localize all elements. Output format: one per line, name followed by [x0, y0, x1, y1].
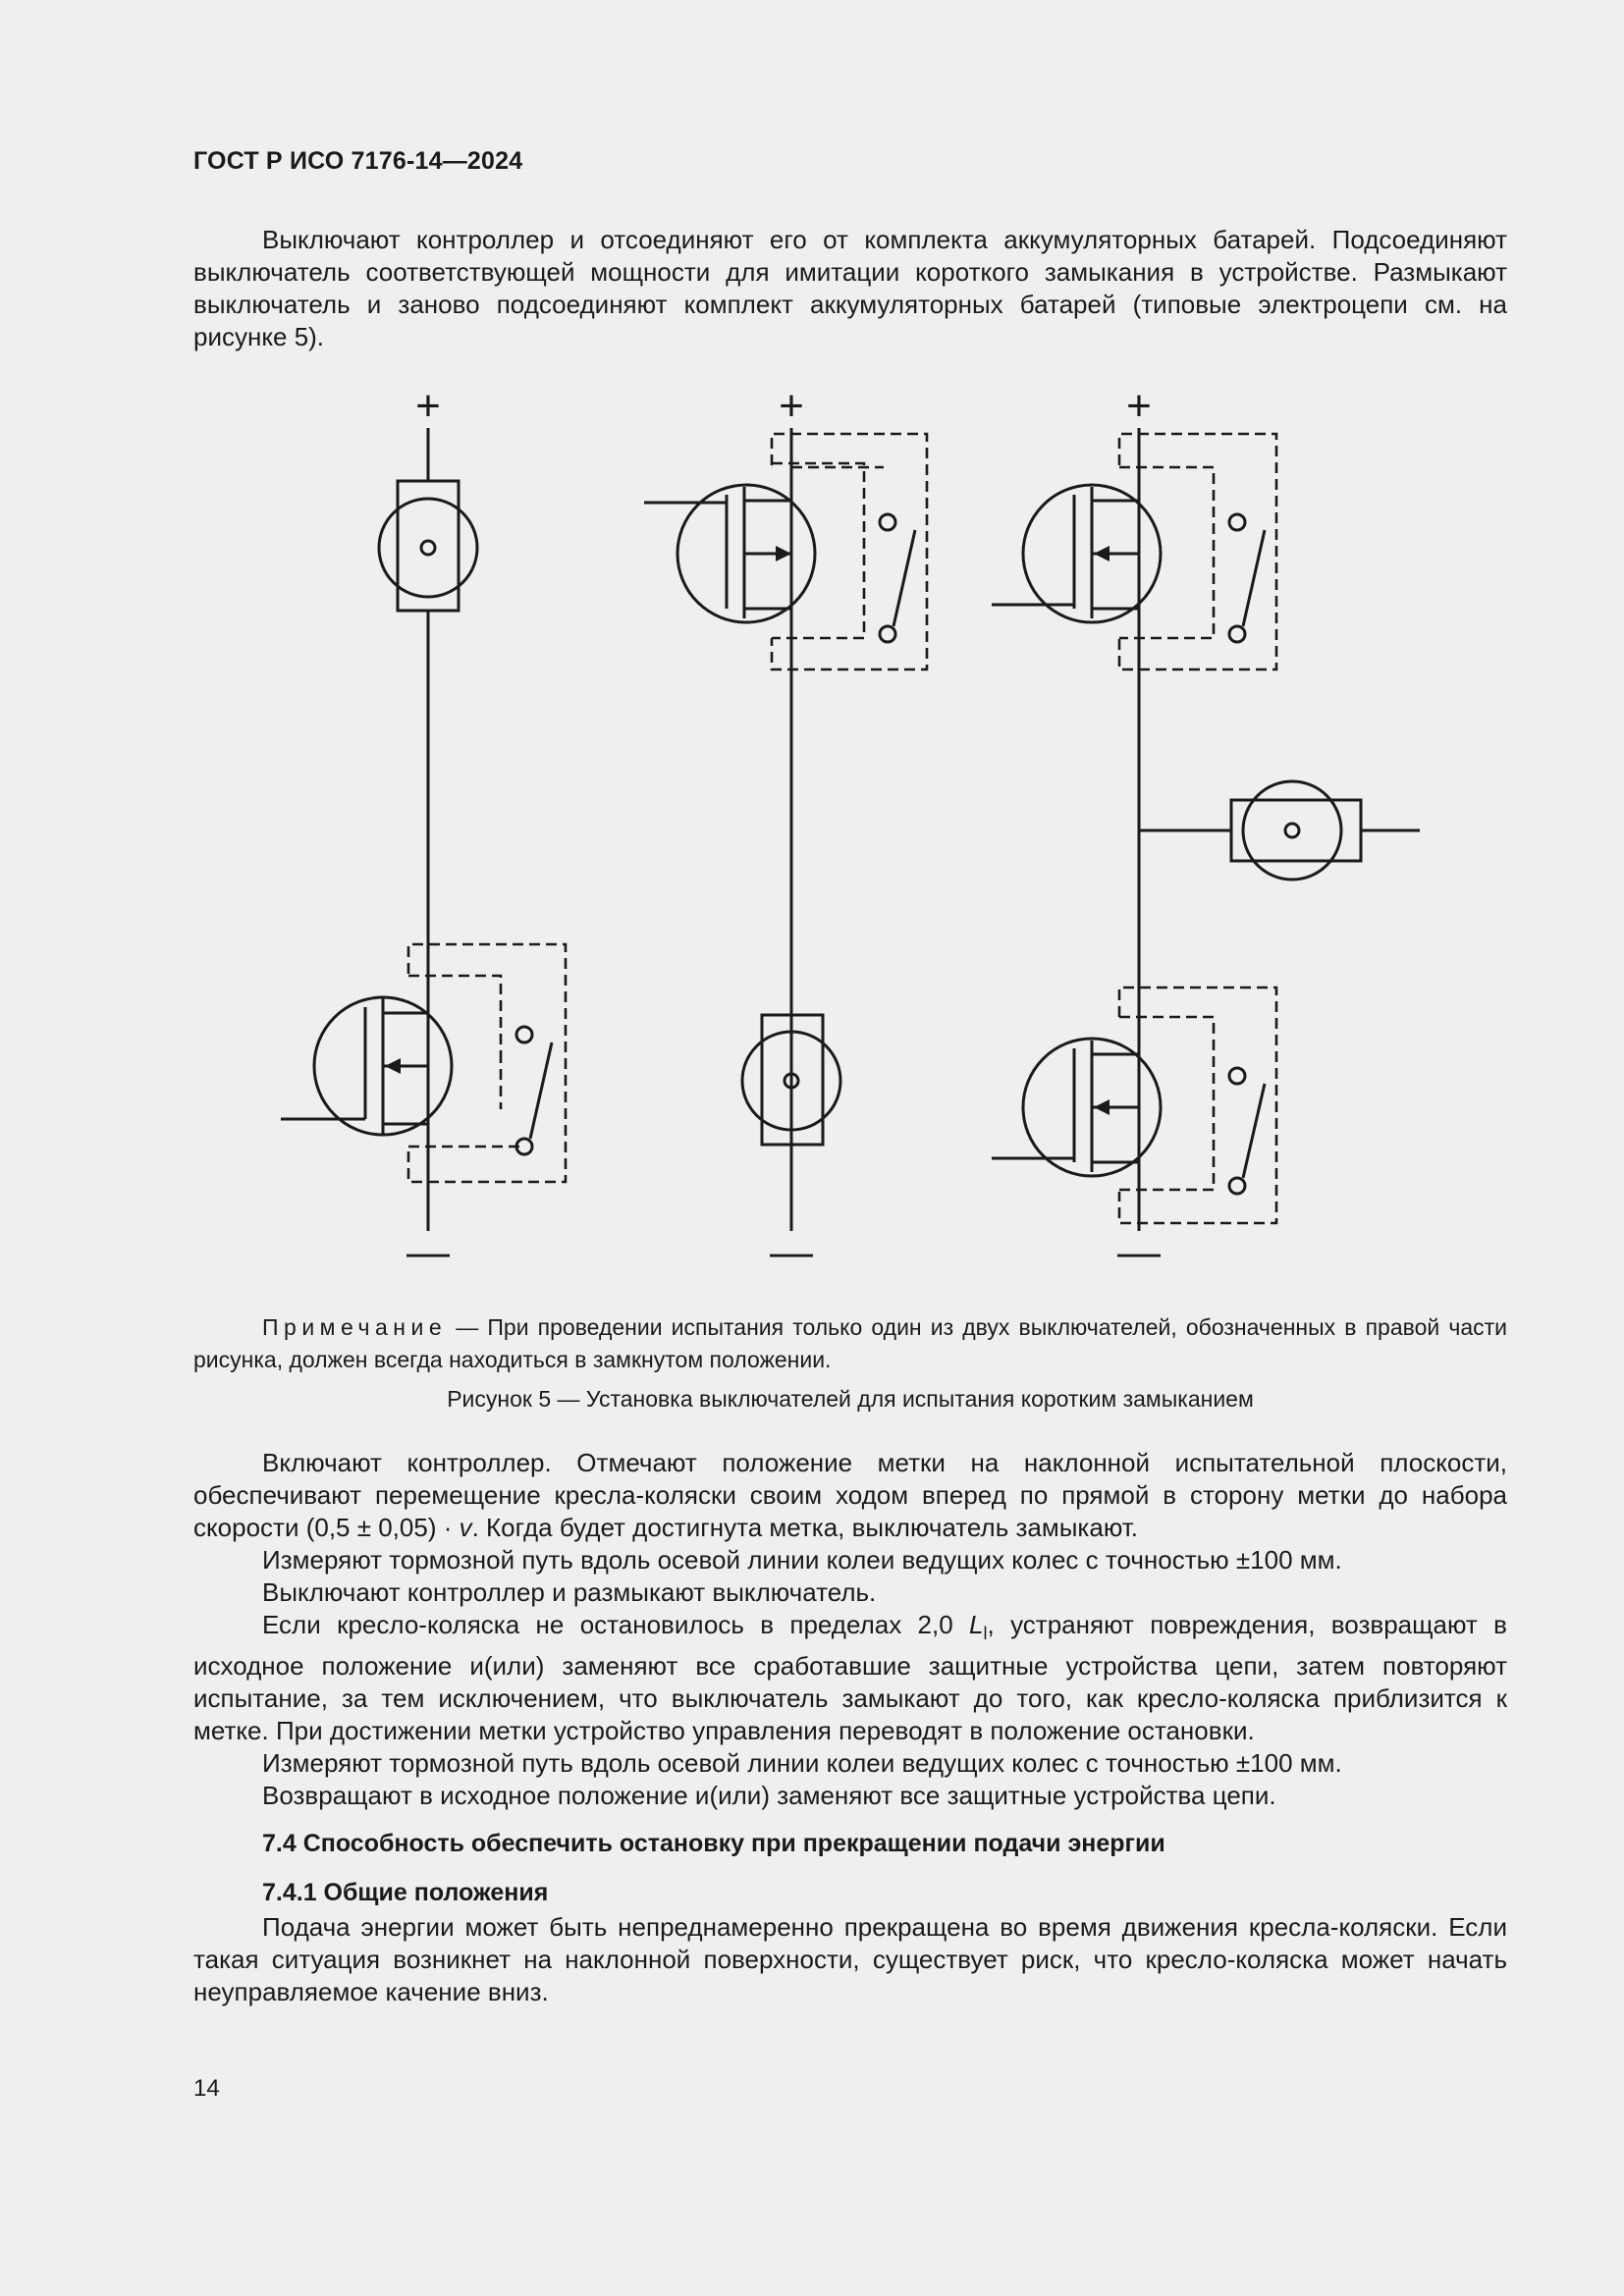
left-motor-icon — [379, 481, 477, 611]
body-paragraph-4: Если кресло-коляска не остановилось в пределах 2,0 $L_l$, устраняют повреждения, возвращают в исходное положение и(или) заменяют все сработавшие защитные устройства цепи, затем повторяют испытание, за тем исключением, что выключатель замыкают до того, как кресло-коляска приблизится к метке. При достижении метки устройство управления переводят в положение остановки. — [193, 1610, 1507, 1746]
left-mosfet-icon — [281, 997, 452, 1135]
left-plus-sign: + — [415, 382, 441, 430]
right-bottom-mosfet-icon — [992, 1039, 1161, 1176]
middle-circuit — [644, 382, 927, 1276]
section-7-4-1-paragraph: Подача энергии может быть непреднамеренно прекращена во время движения кресла-коляски. Если такая ситуация возникнет на наклонной поверхности, существует риск, что кресло-коляска может начать неуправляемое качение вниз. — [193, 1912, 1507, 2006]
body-paragraph-1: Включают контроллер. Отмечают положение метки на наклонной испытательной плоскости, обеспечивают перемещение кресла-коляски своим ходом вперед по прямой в сторону метки до набора скорости (0,5 ± 0,05) · v. Когда будет достигнута метка, выключатель замыкают. — [193, 1448, 1507, 1542]
middle-minus-sign: — — [770, 1228, 813, 1276]
left-circuit — [281, 382, 566, 1276]
middle-switch-icon — [772, 434, 927, 669]
right-bottom-switch-icon — [1119, 988, 1276, 1223]
figure-note — [193, 1311, 1507, 1376]
right-plus-sign: + — [1126, 382, 1152, 430]
body-text — [193, 1447, 1507, 1812]
right-minus-sign: — — [1117, 1228, 1161, 1276]
body-paragraph-5: Измеряют тормозной путь вдоль осевой линии колеи ведущих колес с точностью ±100 мм. — [262, 1748, 1342, 1779]
right-top-switch-icon — [1119, 434, 1276, 669]
section-7-4-1-text — [193, 1911, 1507, 2008]
right-top-mosfet-icon — [992, 485, 1161, 622]
body-paragraph-2: Измеряют тормозной путь вдоль осевой линии колеи ведущих колес с точностью ±100 мм. — [262, 1545, 1342, 1575]
body-paragraph-6: Возвращают в исходное положение и(или) заменяют все защитные устройства цепи. — [262, 1781, 1276, 1811]
note-text: — При проведении испытания только один из двух выключателей, обозначенных в правой части рисунка, должен всегда находиться в замкнутом положении. — [193, 1314, 1507, 1372]
left-switch-icon — [408, 944, 566, 1182]
section-7-4-heading: 7.4 Способность обеспечить остановку при прекращении подачи энергии — [262, 1830, 1165, 1857]
document-header: ГОСТ Р ИСО 7176-14—2024 — [193, 147, 523, 175]
right-motor-icon — [1139, 781, 1420, 880]
middle-mosfet-icon — [644, 485, 815, 622]
page-number: 14 — [193, 2075, 220, 2102]
note-lead: Примечание — [262, 1314, 448, 1340]
right-circuit — [992, 382, 1420, 1276]
figure-caption: Рисунок 5 — Установка выключателей для испытания коротким замыканием — [447, 1386, 1254, 1412]
section-7-4-1-heading: 7.4.1 Общие положения — [262, 1879, 549, 1906]
left-minus-sign: — — [406, 1228, 450, 1276]
middle-plus-sign: + — [779, 382, 804, 430]
body-paragraph-3: Выключают контроллер и размыкают выключатель. — [262, 1577, 877, 1607]
intro-paragraph: Выключают контроллер и отсоединяют его от комплекта аккумуляторных батарей. Подсоединяют выключатель соответствующей мощности для имитации короткого замыкания в устройстве. Размыкают выключатель и заново подсоединяют комплект аккумуляторных батарей (типовые электроцепи см. на рисунке 5). — [193, 225, 1507, 351]
